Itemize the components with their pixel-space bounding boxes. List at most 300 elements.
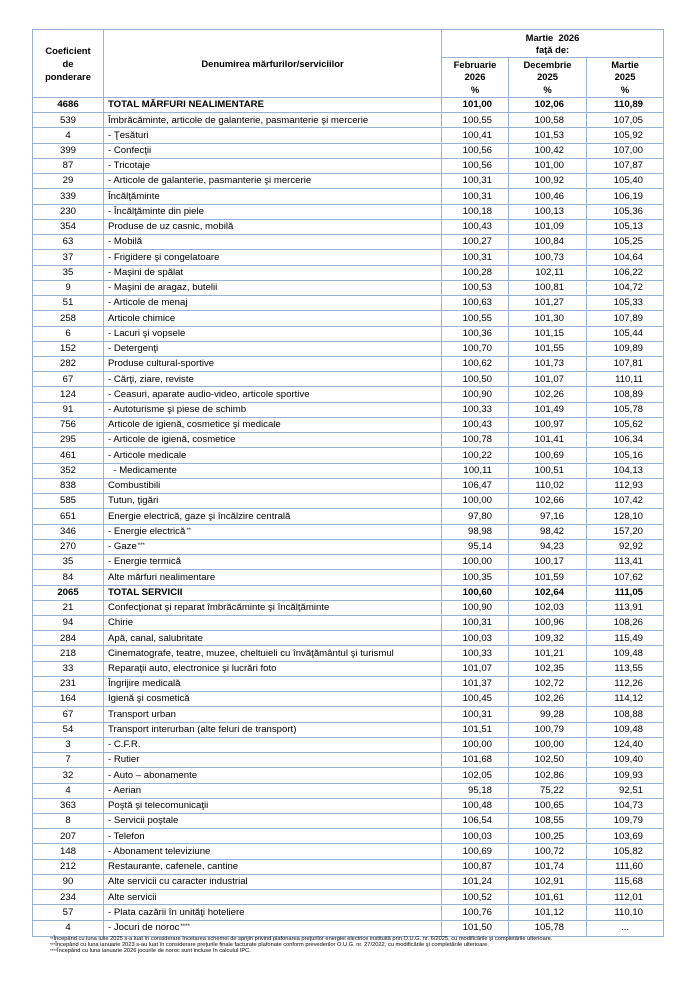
index-mar-2025-cell <box>587 860 663 875</box>
header-weight-coefficient <box>33 30 104 98</box>
weight-cell-text: 234 <box>59 891 76 903</box>
index-feb-2026-cell-text: 100,41 <box>462 129 492 141</box>
index-dec-2025-cell <box>509 372 587 387</box>
weight-cell <box>33 586 104 601</box>
index-dec-2025-cell <box>509 448 587 463</box>
index-dec-2025-cell <box>509 631 587 646</box>
index-dec-2025-cell-text: 100,92 <box>534 175 564 187</box>
weight-cell-text: 230 <box>59 205 76 217</box>
index-dec-2025-cell-text: 102,26 <box>534 693 564 705</box>
index-feb-2026-cell <box>442 266 509 281</box>
index-feb-2026-cell-text: 100,48 <box>462 800 492 812</box>
index-dec-2025-cell-text: 101,21 <box>534 647 564 659</box>
weight-cell <box>33 235 104 250</box>
item-name-cell <box>104 479 442 494</box>
index-mar-2025-cell-text: 111,60 <box>615 861 643 873</box>
weight-cell <box>33 357 104 372</box>
item-name-cell <box>104 875 442 890</box>
header-col-mar-2025 <box>587 58 663 98</box>
index-dec-2025-cell <box>509 677 587 692</box>
weight-cell-text: 29 <box>62 175 74 187</box>
index-dec-2025-cell <box>509 205 587 220</box>
weight-cell-text: 212 <box>59 861 76 873</box>
index-mar-2025-cell-text: 106,22 <box>613 266 643 278</box>
index-feb-2026-cell <box>442 555 509 570</box>
header-goods-services-name <box>104 30 442 98</box>
index-mar-2025-cell <box>587 189 663 204</box>
weight-cell-text: 295 <box>59 434 76 446</box>
weight-cell <box>33 342 104 357</box>
index-dec-2025-cell <box>509 418 587 433</box>
header-col-unit: % <box>470 83 480 95</box>
index-dec-2025-cell-text: 101,55 <box>534 343 564 355</box>
item-name-cell-text: - Plata cazării în unităţi hoteliere <box>108 906 245 918</box>
index-feb-2026-cell <box>442 357 509 372</box>
index-mar-2025-cell <box>587 738 663 753</box>
weight-cell-text: 231 <box>59 678 76 690</box>
index-dec-2025-cell-text: 75,22 <box>539 784 564 796</box>
index-dec-2025-cell-text: 100,51 <box>534 464 564 476</box>
index-feb-2026-cell-text: 100,00 <box>462 495 492 507</box>
index-mar-2025-cell-text: 107,81 <box>613 358 643 370</box>
index-feb-2026-cell <box>442 174 509 189</box>
weight-cell <box>33 144 104 159</box>
item-name-cell-text: Produse de uz casnic, mobilă <box>108 221 234 233</box>
weight-cell-text: 7 <box>65 754 71 766</box>
index-mar-2025-cell-text: 105,44 <box>613 327 643 339</box>
index-feb-2026-cell <box>442 235 509 250</box>
index-feb-2026-cell <box>442 784 509 799</box>
index-dec-2025-cell <box>509 844 587 859</box>
item-name-cell <box>104 266 442 281</box>
index-mar-2025-cell <box>587 768 663 783</box>
item-name-cell-text: - Energie termică <box>108 556 182 568</box>
item-name-cell-text: - Articole de menaj <box>108 297 188 309</box>
index-dec-2025-cell <box>509 235 587 250</box>
item-name-cell <box>104 814 442 829</box>
item-name-cell-text: - Confecţii <box>108 145 152 157</box>
index-mar-2025-cell-text: 105,36 <box>613 205 643 217</box>
index-mar-2025-cell-text: 113,91 <box>614 602 643 614</box>
item-name-cell-text: TOTAL SERVICII <box>108 586 183 598</box>
index-dec-2025-cell-text: 101,27 <box>534 297 564 309</box>
item-name-cell-text: Apă, canal, salubritate <box>108 632 203 644</box>
item-name-cell <box>104 844 442 859</box>
weight-cell-text: 756 <box>59 419 76 431</box>
weight-cell <box>33 814 104 829</box>
index-mar-2025-cell <box>587 494 663 509</box>
item-name-cell <box>104 494 442 509</box>
weight-cell-text: 90 <box>62 876 74 888</box>
weight-cell-text: 354 <box>59 221 76 233</box>
item-name-cell-text: - Auto – abonamente <box>108 769 198 781</box>
item-name-cell <box>104 662 442 677</box>
index-feb-2026-cell <box>442 905 509 920</box>
index-feb-2026-cell <box>442 631 509 646</box>
index-mar-2025-cell-text: 109,40 <box>613 754 643 766</box>
weight-cell-text: 35 <box>62 556 74 568</box>
index-dec-2025-cell-text: 101,53 <box>534 129 564 141</box>
weight-cell-text: 87 <box>62 160 74 172</box>
weight-cell <box>33 220 104 235</box>
weight-cell-text: 37 <box>62 251 74 263</box>
index-mar-2025-cell <box>587 113 663 128</box>
index-feb-2026-cell <box>442 860 509 875</box>
index-mar-2025-cell <box>587 829 663 844</box>
index-dec-2025-cell <box>509 525 587 540</box>
index-dec-2025-cell <box>509 250 587 265</box>
index-mar-2025-cell-text: 105,78 <box>613 404 643 415</box>
weight-cell <box>33 601 104 616</box>
index-feb-2026-cell <box>442 296 509 311</box>
footnote-text: Începând cu luna ianuarie 2023 s-au luat în considerare preţurile finale facturate plafonate conform prevederilor O.U.G. nr. 27/2022, cu modificările şi completările ulterioare. <box>55 942 490 948</box>
item-name-cell <box>104 205 442 220</box>
index-dec-2025-cell <box>509 144 587 159</box>
index-feb-2026-cell <box>442 768 509 783</box>
index-mar-2025-cell <box>587 890 663 905</box>
weight-cell-text: 284 <box>59 632 76 644</box>
index-dec-2025-cell-text: 100,97 <box>534 419 564 431</box>
footnote-marker: ** <box>50 936 54 941</box>
index-feb-2026-cell <box>442 448 509 463</box>
index-dec-2025-cell <box>509 692 587 707</box>
index-mar-2025-cell-text: 108,26 <box>613 617 643 629</box>
index-mar-2025-cell <box>587 753 663 768</box>
weight-cell <box>33 327 104 342</box>
index-mar-2025-cell-text: 105,16 <box>613 449 643 461</box>
index-feb-2026-cell-text: 97,80 <box>467 510 492 522</box>
index-dec-2025-cell-text: 101,74 <box>534 861 564 873</box>
index-feb-2026-cell-text: 100,11 <box>463 464 492 476</box>
index-feb-2026-cell-text: 101,37 <box>462 678 492 690</box>
index-dec-2025-cell-text: 101,15 <box>534 327 564 339</box>
weight-cell <box>33 418 104 433</box>
item-name-cell <box>104 570 442 585</box>
index-feb-2026-cell-text: 100,56 <box>462 160 492 172</box>
index-dec-2025-cell <box>509 174 587 189</box>
item-name-cell-text: - Autoturisme şi piese de schimb <box>108 404 247 415</box>
weight-cell-text: 207 <box>59 830 76 842</box>
index-dec-2025-cell <box>509 875 587 890</box>
index-mar-2025-cell-text: 110,11 <box>615 373 643 385</box>
header-col-month: Martie <box>611 58 639 70</box>
index-feb-2026-cell-text: 100,36 <box>462 327 492 339</box>
item-name-cell <box>104 342 442 357</box>
index-dec-2025-cell <box>509 860 587 875</box>
index-feb-2026-cell-text: 106,47 <box>462 480 492 492</box>
weight-cell <box>33 921 104 936</box>
index-dec-2025-cell <box>509 753 587 768</box>
index-dec-2025-cell-text: 101,41 <box>534 434 564 446</box>
item-name-cell-text: - Mobilă <box>108 236 143 248</box>
item-name-cell-text: Transport interurban (alte feluri de transport) <box>108 723 297 735</box>
item-name-cell-text: - Lacuri şi vopsele <box>108 327 186 339</box>
index-feb-2026-cell <box>442 646 509 661</box>
weight-cell-text: 148 <box>59 845 76 857</box>
index-mar-2025-cell <box>587 418 663 433</box>
index-feb-2026-cell <box>442 98 509 113</box>
weight-cell-text: 6 <box>65 327 71 339</box>
item-name-cell <box>104 525 442 540</box>
footnote-marker: **** <box>180 924 190 931</box>
item-name-cell <box>104 144 442 159</box>
item-name-cell-text: Energie electrică, gaze şi încălzire centrală <box>108 510 291 522</box>
item-name-cell <box>104 631 442 646</box>
index-feb-2026-cell <box>442 250 509 265</box>
item-name-cell <box>104 281 442 296</box>
weight-cell <box>33 738 104 753</box>
weight-cell <box>33 677 104 692</box>
index-dec-2025-cell <box>509 799 587 814</box>
index-dec-2025-cell-text: 100,13 <box>534 205 564 217</box>
index-dec-2025-cell <box>509 707 587 722</box>
weight-cell <box>33 799 104 814</box>
index-feb-2026-cell <box>442 128 509 143</box>
weight-cell-text: 51 <box>62 297 74 309</box>
weight-cell <box>33 464 104 479</box>
weight-cell <box>33 113 104 128</box>
index-feb-2026-cell-text: 101,00 <box>462 99 492 111</box>
index-feb-2026-cell-text: 100,69 <box>462 845 492 857</box>
index-mar-2025-cell-text: 107,89 <box>613 312 643 324</box>
index-feb-2026-cell-text: 101,07 <box>462 662 492 674</box>
item-name-cell-text: Reparaţii auto, electronice şi lucrări foto <box>108 662 277 674</box>
item-name-cell-text: - Medicamente <box>108 464 177 476</box>
index-feb-2026-cell-text: 100,63 <box>462 297 492 309</box>
index-feb-2026-cell <box>442 327 509 342</box>
weight-cell <box>33 448 104 463</box>
item-name-cell <box>104 418 442 433</box>
weight-cell <box>33 692 104 707</box>
index-dec-2025-cell <box>509 479 587 494</box>
item-name-cell-text: Confecţionat şi reparat îmbrăcăminte şi încălţăminte <box>108 602 330 614</box>
weight-cell-text: 67 <box>62 373 74 385</box>
index-dec-2025-cell-text: 100,96 <box>534 617 564 629</box>
index-mar-2025-cell-text: 111,05 <box>614 586 643 598</box>
weight-cell <box>33 128 104 143</box>
index-dec-2025-cell-text: 100,84 <box>534 236 564 248</box>
weight-cell <box>33 540 104 555</box>
weight-cell-text: 651 <box>59 510 76 522</box>
item-name-cell <box>104 296 442 311</box>
weight-cell-text: 54 <box>62 723 74 735</box>
weight-cell <box>33 570 104 585</box>
weight-cell <box>33 281 104 296</box>
index-feb-2026-cell <box>442 586 509 601</box>
item-name-cell <box>104 113 442 128</box>
weight-cell <box>33 311 104 326</box>
index-dec-2025-cell <box>509 189 587 204</box>
index-feb-2026-cell <box>442 479 509 494</box>
weight-cell-text: 63 <box>62 236 74 248</box>
weight-cell <box>33 662 104 677</box>
weight-cell-text: 4 <box>65 784 71 796</box>
index-mar-2025-cell <box>587 174 663 189</box>
weight-cell-text: 152 <box>59 343 76 355</box>
index-dec-2025-cell-text: 110,02 <box>535 480 564 492</box>
index-mar-2025-cell-text: ... <box>621 922 629 934</box>
index-mar-2025-cell-text: 108,89 <box>613 388 643 400</box>
item-name-cell-text: - Maşini de spălat <box>108 266 184 278</box>
header-col-year: 2026 <box>464 71 486 83</box>
index-mar-2025-cell <box>587 814 663 829</box>
index-feb-2026-cell-text: 100,00 <box>462 739 492 751</box>
index-dec-2025-cell-text: 102,72 <box>534 678 564 690</box>
index-feb-2026-cell-text: 100,87 <box>462 861 492 873</box>
index-mar-2025-cell <box>587 905 663 920</box>
index-feb-2026-cell-text: 101,50 <box>462 922 492 934</box>
index-feb-2026-cell <box>442 372 509 387</box>
footnote-marker: *** <box>50 942 56 947</box>
item-name-cell <box>104 327 442 342</box>
index-feb-2026-cell-text: 100,78 <box>462 434 492 446</box>
index-feb-2026-cell <box>442 677 509 692</box>
index-mar-2025-cell <box>587 601 663 616</box>
index-feb-2026-cell <box>442 616 509 631</box>
index-mar-2025-cell <box>587 646 663 661</box>
index-dec-2025-cell-text: 102,11 <box>535 266 564 278</box>
weight-cell-text: 94 <box>62 617 74 629</box>
index-mar-2025-cell <box>587 98 663 113</box>
item-name-cell-text: - Articole medicale <box>108 449 187 461</box>
weight-cell <box>33 631 104 646</box>
index-mar-2025-cell <box>587 799 663 814</box>
index-feb-2026-cell-text: 98,98 <box>467 525 492 537</box>
item-name-cell-text: - Ceasuri, aparate audio-video, articole sportive <box>108 388 310 400</box>
index-feb-2026-cell-text: 100,31 <box>462 708 492 720</box>
item-name-cell <box>104 677 442 692</box>
index-dec-2025-cell-text: 102,66 <box>534 495 564 507</box>
index-feb-2026-cell-text: 100,55 <box>462 114 492 126</box>
index-feb-2026-cell-text: 100,27 <box>462 236 492 248</box>
weight-cell-text: 32 <box>62 769 74 781</box>
index-dec-2025-cell <box>509 494 587 509</box>
index-mar-2025-cell <box>587 844 663 859</box>
item-name-cell-text: - Gaze <box>108 541 137 553</box>
index-feb-2026-cell <box>442 875 509 890</box>
item-name-cell-text: Alte mărfuri nealimentare <box>108 571 216 583</box>
weight-cell-text: 399 <box>59 145 76 157</box>
item-name-cell <box>104 616 442 631</box>
index-dec-2025-cell <box>509 738 587 753</box>
index-mar-2025-cell <box>587 266 663 281</box>
item-name-cell <box>104 692 442 707</box>
item-name-cell-text: Alte servicii cu caracter industrial <box>108 876 248 888</box>
index-dec-2025-cell-text: 101,12 <box>534 906 564 918</box>
cpi-nonfood-services-table <box>32 29 664 937</box>
index-dec-2025-cell-text: 94,23 <box>539 541 564 553</box>
footnote-line <box>50 948 552 954</box>
index-mar-2025-cell <box>587 631 663 646</box>
index-dec-2025-cell <box>509 784 587 799</box>
weight-cell-text: 218 <box>59 647 76 659</box>
index-dec-2025-cell-text: 100,42 <box>534 145 564 157</box>
index-dec-2025-cell-text: 100,79 <box>534 723 564 735</box>
index-mar-2025-cell-text: 107,42 <box>613 495 643 507</box>
header-group-line: faţă de: <box>535 43 570 55</box>
weight-cell <box>33 707 104 722</box>
index-mar-2025-cell <box>587 921 663 936</box>
item-name-cell <box>104 250 442 265</box>
item-name-cell <box>104 905 442 920</box>
index-feb-2026-cell-text: 100,33 <box>462 404 492 415</box>
index-feb-2026-cell <box>442 540 509 555</box>
index-feb-2026-cell-text: 100,52 <box>462 891 492 903</box>
index-feb-2026-cell <box>442 890 509 905</box>
index-dec-2025-cell <box>509 890 587 905</box>
weight-cell-text: 258 <box>59 312 76 324</box>
weight-cell-text: 4 <box>65 922 71 934</box>
index-mar-2025-cell-text: 113,55 <box>614 662 643 674</box>
index-mar-2025-cell-text: 109,79 <box>613 815 643 827</box>
weight-cell <box>33 403 104 418</box>
footnote-text: Începând cu luna ianuarie 2026 jocurile de noroc sunt incluse în calculul IPC. <box>57 948 251 954</box>
index-mar-2025-cell <box>587 296 663 311</box>
index-dec-2025-cell <box>509 570 587 585</box>
index-dec-2025-cell <box>509 905 587 920</box>
index-mar-2025-cell-text: 106,34 <box>613 434 643 446</box>
index-feb-2026-cell <box>442 205 509 220</box>
index-dec-2025-cell <box>509 723 587 738</box>
index-dec-2025-cell <box>509 464 587 479</box>
header-col-year: 2025 <box>614 71 636 83</box>
item-name-cell <box>104 448 442 463</box>
index-feb-2026-cell-text: 100,43 <box>462 419 492 431</box>
index-mar-2025-cell <box>587 723 663 738</box>
weight-cell <box>33 768 104 783</box>
index-dec-2025-cell <box>509 586 587 601</box>
item-name-cell-text: - Ţesături <box>108 129 149 141</box>
weight-cell-text: 346 <box>59 525 76 537</box>
index-feb-2026-cell-text: 95,14 <box>467 541 492 553</box>
index-feb-2026-cell <box>442 220 509 235</box>
index-dec-2025-cell <box>509 829 587 844</box>
weight-cell <box>33 723 104 738</box>
weight-cell <box>33 189 104 204</box>
index-mar-2025-cell <box>587 220 663 235</box>
index-mar-2025-cell <box>587 159 663 174</box>
header-col-month: Februarie <box>453 58 497 70</box>
index-feb-2026-cell-text: 100,18 <box>462 205 492 217</box>
index-dec-2025-cell-text: 102,26 <box>534 388 564 400</box>
index-dec-2025-cell-text: 109,32 <box>534 632 564 644</box>
index-mar-2025-cell-text: 107,05 <box>613 114 643 126</box>
index-mar-2025-cell-text: 105,13 <box>613 221 643 233</box>
index-dec-2025-cell-text: 101,30 <box>534 312 564 324</box>
index-feb-2026-cell-text: 100,62 <box>462 358 492 370</box>
item-name-cell-text: - Maşini de aragaz, butelii <box>108 282 218 294</box>
index-mar-2025-cell <box>587 525 663 540</box>
index-feb-2026-cell-text: 100,03 <box>462 830 492 842</box>
index-feb-2026-cell-text: 101,68 <box>462 754 492 766</box>
index-dec-2025-cell <box>509 768 587 783</box>
item-name-cell <box>104 738 442 753</box>
index-mar-2025-cell-text: 114,12 <box>614 693 643 705</box>
item-name-cell <box>104 357 442 372</box>
weight-cell <box>33 616 104 631</box>
weight-cell-text: 57 <box>62 906 74 918</box>
item-name-cell-text: Îmbrăcăminte, articole de galanterie, pasmanterie şi mercerie <box>108 114 369 126</box>
item-name-cell-text: - C.F.R. <box>108 739 141 751</box>
index-mar-2025-cell <box>587 342 663 357</box>
index-mar-2025-cell-text: 109,93 <box>613 769 643 781</box>
index-feb-2026-cell-text: 100,31 <box>462 175 492 187</box>
index-feb-2026-cell <box>442 662 509 677</box>
index-mar-2025-cell-text: 106,19 <box>613 190 643 202</box>
item-name-cell-text: - Încălţăminte din piele <box>108 205 204 217</box>
index-dec-2025-cell <box>509 220 587 235</box>
index-mar-2025-cell-text: 109,89 <box>613 343 643 355</box>
